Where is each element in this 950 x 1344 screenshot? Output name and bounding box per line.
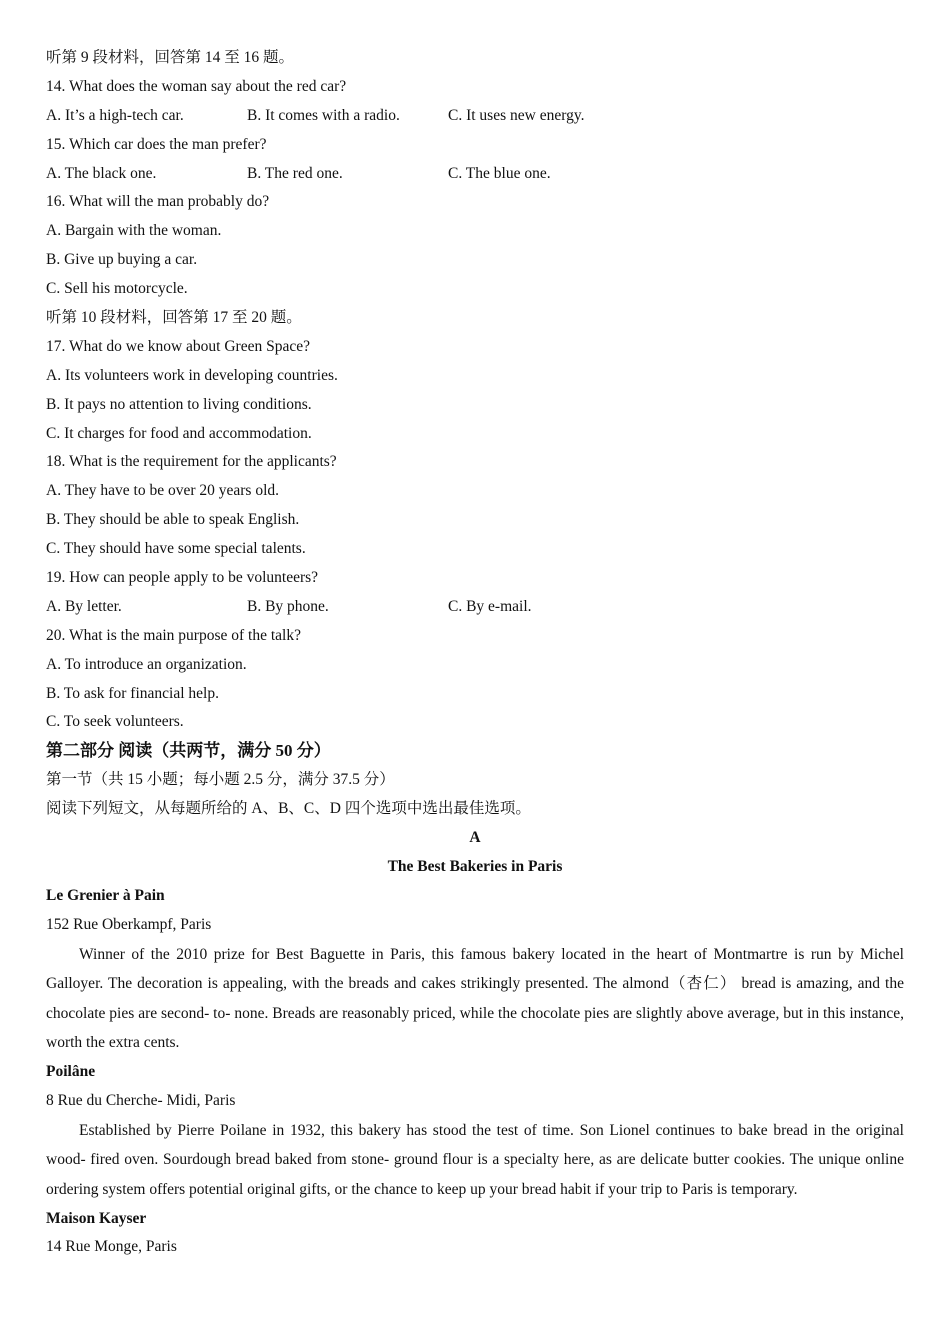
option-c: C. It charges for food and accommodation. xyxy=(46,424,312,442)
question-18: 18. What is the requirement for the applicants? xyxy=(46,453,337,471)
option-a: A. Bargain with the woman. xyxy=(46,222,222,240)
option-a: A. They have to be over 20 years old. xyxy=(46,482,280,500)
option-c: C. To seek volunteers. xyxy=(46,713,184,731)
option-b: B. It comes with a radio. xyxy=(247,106,400,124)
option-c: C. Sell his motorcycle. xyxy=(46,280,188,298)
option-a: A. To introduce an organization. xyxy=(46,655,247,673)
question-17: 17. What do we know about Green Space? xyxy=(46,337,310,355)
question-20: 20. What is the main purpose of the talk? xyxy=(46,626,301,644)
bakery-address: 152 Rue Oberkampf, Paris xyxy=(46,915,212,933)
option-b: B. Give up buying a car. xyxy=(46,251,198,269)
part-two-title: 第二部分 阅读（共两节，满分 50 分） xyxy=(46,741,331,761)
exam-page xyxy=(46,44,904,1262)
option-b: B. By phone. xyxy=(247,597,329,615)
option-b: B. It pays no attention to living conditions. xyxy=(46,395,312,413)
bakery-name: Le Grenier à Pain xyxy=(46,886,165,904)
question-16: 16. What will the man probably do? xyxy=(46,193,270,211)
question-19: 19. How can people apply to be volunteers? xyxy=(46,569,319,587)
question-15-options xyxy=(46,160,904,189)
listening-intro-9: 听第 9 段材料，回答第 14 至 16 题。 xyxy=(46,49,295,66)
option-b: B. The red one. xyxy=(247,164,343,182)
question-14-options xyxy=(46,102,904,131)
bakery-address: 14 Rue Monge, Paris xyxy=(46,1238,177,1256)
option-b: B. They should be able to speak English. xyxy=(46,511,300,529)
bakery-description: Winner of the 2010 prize for Best Baguette in Paris, this famous bakery located in the heart of Montmartre is run by Michel Galloyer. The decoration is appealing, with the breads and cakes strikingly presented. The almond（杏仁） bread is amazing, and the chocolate pies are second- to- none. Breads are reasonably priced, while the chocolate pies are slightly above average, but in this instance, worth the extra cents. xyxy=(46,945,904,1052)
section-one-heading: 第一节（共 15 小题；每小题 2.5 分，满分 37.5 分） xyxy=(46,771,395,789)
option-b: B. To ask for financial help. xyxy=(46,684,219,702)
option-a: A. By letter. xyxy=(46,597,122,615)
question-19-options xyxy=(46,593,904,622)
option-c: C. The blue one. xyxy=(448,164,551,182)
option-a: A. It’s a high-tech car. xyxy=(46,106,184,124)
bakery-name: Maison Kayser xyxy=(46,1209,147,1227)
option-c: C. By e-mail. xyxy=(448,597,532,615)
bakery-name: Poilâne xyxy=(46,1062,96,1080)
question-15: 15. Which car does the man prefer? xyxy=(46,135,267,153)
question-14: 14. What does the woman say about the red car? xyxy=(46,77,347,95)
reading-instruction: 阅读下列短文，从每题所给的 A、B、C、D 四个选项中选出最佳选项。 xyxy=(46,800,531,818)
bakery-description: Established by Pierre Poilane in 1932, this bakery has stood the test of time. Son Lionel continues to bake bread in the original wood- fired oven. Sourdough bread baked from stone- ground flour is a specialty here, as are delicate butter cookies. The unique online ordering system offers potential original gifts, or the chance to keep up your bread habit if your trip to Paris is temporary. xyxy=(46,1121,904,1198)
option-c: C. It uses new energy. xyxy=(448,106,585,124)
listening-intro-10: 听第 10 段材料，回答第 17 至 20 题。 xyxy=(46,309,302,327)
option-a: A. Its volunteers work in developing countries. xyxy=(46,366,338,384)
passage-letter: A xyxy=(469,829,481,847)
bakery-address: 8 Rue du Cherche- Midi, Paris xyxy=(46,1091,236,1109)
option-a: A. The black one. xyxy=(46,164,157,182)
option-c: C. They should have some special talents. xyxy=(46,540,306,558)
passage-title: The Best Bakeries in Paris xyxy=(387,857,563,875)
